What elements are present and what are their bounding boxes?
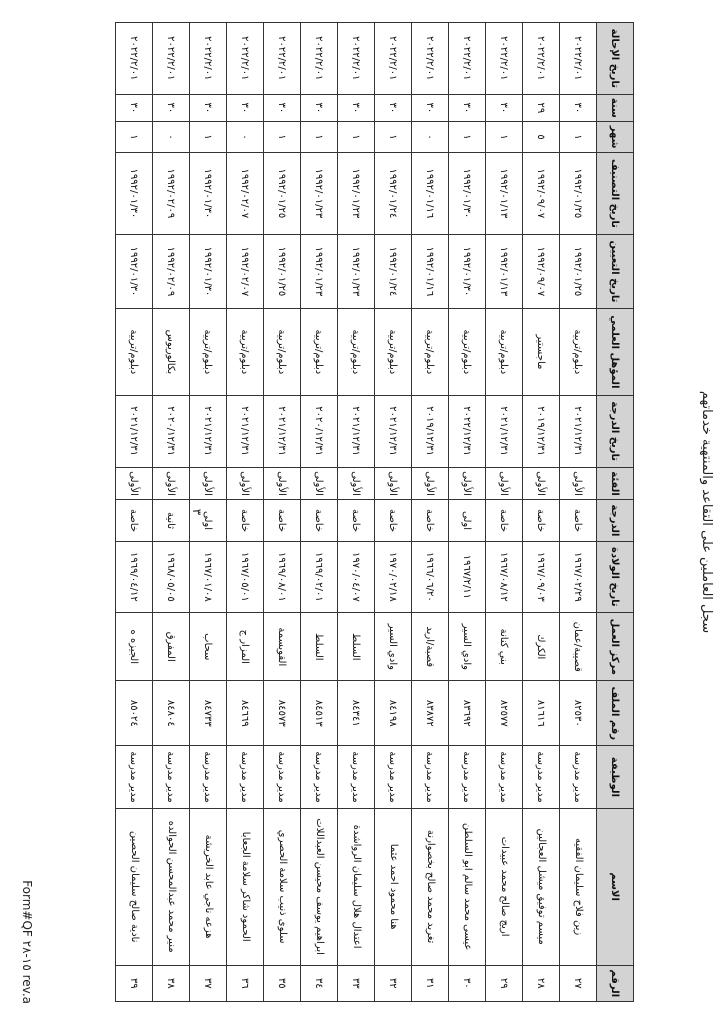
table-cell: مدير مدرسة	[523, 746, 560, 808]
table-cell: ٢٠٢٢/٢/٠١	[264, 23, 301, 95]
table-cell: ١	[190, 122, 227, 153]
table-cell: ١٩٦٩/٠٨/٠١	[264, 541, 301, 613]
table-row	[116, 23, 153, 1002]
table-cell: ٣٠	[227, 94, 264, 122]
table-cell: ٢٠٢١/١٢/٣١	[227, 395, 264, 467]
table-cell: ٢٠٢٢/٢/٠١	[227, 23, 264, 95]
table-cell: ٢٧	[560, 965, 597, 1001]
table-cell: ١	[301, 122, 338, 153]
column-header: الفئة	[597, 467, 634, 500]
table-cell: الأولى	[264, 467, 301, 500]
table-cell: اولى	[190, 500, 227, 541]
table-cell: ١٩٩٢/٠١/٣٠	[190, 152, 227, 234]
table-cell: ٣٠	[449, 965, 486, 1001]
table-cell: دبلوم/تربية	[412, 309, 449, 396]
table-row	[449, 23, 486, 1002]
table-cell: مدير مدرسة	[190, 746, 227, 808]
table-cell: ٠	[412, 122, 449, 153]
table-cell: ١٩٩٢/٠١/٢٥	[560, 234, 597, 308]
table-cell: ٢٠٢١/١٢/٣١	[116, 395, 153, 467]
table-cell: ٠	[153, 122, 190, 153]
table-cell: ٣٩	[116, 965, 153, 1001]
table-cell: ٨٣٨٧٢	[412, 681, 449, 746]
table-cell: الأولى	[301, 467, 338, 500]
table-cell: ٣٠	[301, 94, 338, 122]
table-cell: ثانية	[153, 500, 190, 541]
table-cell: بكالوريوس	[153, 309, 190, 396]
name-cell: ميسم توفيق ميشل العجالين	[523, 808, 560, 965]
table-cell: سحاب	[190, 613, 227, 681]
table-cell: ٣٠	[116, 94, 153, 122]
table-cell: ١٩٩٢/٠٢/٠٧	[227, 234, 264, 308]
table-cell: السلط	[338, 613, 375, 681]
table-cell: ٨٥٠٢٤	[116, 681, 153, 746]
table-cell: مدير مدرسة	[375, 746, 412, 808]
table-cell: ٣٠	[486, 94, 523, 122]
table-cell: مدير مدرسة	[116, 746, 153, 808]
table-cell: ٨١٦١٦	[523, 681, 560, 746]
table-cell: ٢٠١٩/١٢/٣١	[523, 395, 560, 467]
table-cell: دبلوم/تربية	[116, 309, 153, 396]
page-number: ٣	[190, 508, 204, 516]
table-cell: الأولى	[190, 467, 227, 500]
table-cell: ٨٤٨٠٤	[153, 681, 190, 746]
table-cell: دبلوم/تربية	[264, 309, 301, 396]
table-cell: خاصة	[227, 500, 264, 541]
table-cell: ٢٠٢١/١٢/٣١	[338, 395, 375, 467]
table-cell: الأولى	[338, 467, 375, 500]
table-cell: دبلوم/تربية	[190, 309, 227, 396]
table-cell: مدير مدرسة	[264, 746, 301, 808]
table-cell: ١٩٩٢/٠١/٢٥	[264, 234, 301, 308]
table-cell: ٣٠	[338, 94, 375, 122]
table-cell: دبلوم/تربية	[449, 309, 486, 396]
table-cell: ٨٤٦٦٩	[227, 681, 264, 746]
table-cell: ٣٠	[375, 94, 412, 122]
table-cell: ٣٣	[338, 965, 375, 1001]
table-cell: ١	[116, 122, 153, 153]
table-cell: ٢٩	[523, 94, 560, 122]
table-cell: ١٩٩٢/٠١/٢٣	[338, 152, 375, 234]
table-cell: ٠	[227, 122, 264, 153]
table-cell: مدير مدرسة	[449, 746, 486, 808]
table-cell: ١٩٩٢/٠١/١٦	[412, 152, 449, 234]
table-cell: ١٩٦٧/٠٩/٠٣	[523, 541, 560, 613]
column-header: الرقم	[597, 965, 634, 1001]
table-cell: ١٩٦٧/٢/١١	[449, 541, 486, 613]
table-cell: وادي السير	[449, 613, 486, 681]
table-cell: قصبة/اربد	[412, 613, 449, 681]
table-cell: ١٩٩٢/٠١/٢٤	[375, 234, 412, 308]
table-cell: الأولى	[227, 467, 264, 500]
table-cell: ٢٩	[486, 965, 523, 1001]
table-row	[153, 23, 190, 1002]
table-cell: ١٩٦٦/٠٦/٢٠	[412, 541, 449, 613]
table-cell: ٢٠٢٢/٢/٠١	[190, 23, 227, 95]
table-cell: ٨٣٦٩٢	[449, 681, 486, 746]
table-cell: ١٩٩٢/٠١/٣٠	[190, 234, 227, 308]
table-cell: ١٩٩٢/٠٩/٠٧	[523, 234, 560, 308]
table-cell: قصيبة/عمان	[560, 613, 597, 681]
table-cell: ٣٦	[227, 965, 264, 1001]
column-header: تاريخ التعيين	[597, 234, 634, 308]
table-row	[264, 23, 301, 1002]
table-cell: مدير مدرسة	[338, 746, 375, 808]
column-header: تاريخ الإحالة	[597, 23, 634, 95]
table-cell: ٢٠٢١/١٢/٣١	[486, 395, 523, 467]
table-cell: الجيزه ه	[116, 613, 153, 681]
table-cell: ٢٠٢٢/٢/٠١	[375, 23, 412, 95]
name-cell: الحمود شاكر سلامة الجعابا	[227, 808, 264, 965]
table-cell: ٢٨	[523, 965, 560, 1001]
table-cell: ١	[375, 122, 412, 153]
table-cell: ٢٠٢٢/٢/٠١	[153, 23, 190, 95]
column-header: المؤهل العلمي	[597, 309, 634, 396]
table-cell: ١٩٩٢/٠١/١٦	[412, 234, 449, 308]
table-cell: ١٩٦٩/٠٢/٠١	[301, 541, 338, 613]
table-cell: ١٩٩٢/٠١/١٣	[486, 152, 523, 234]
name-cell: اريج صالح محمد عبيدات	[486, 808, 523, 965]
table-cell: ١	[264, 122, 301, 153]
column-header: شهر	[597, 122, 634, 153]
name-cell: زين فلاح سليمان الفقيه	[560, 808, 597, 965]
table-cell: ١٩٩٢/٠٩/٠٧	[523, 152, 560, 234]
table-cell: مدير مدرسة	[560, 746, 597, 808]
table-cell: خاصة	[264, 500, 301, 541]
table-cell: ١٩٦٧/٠١/٠٨	[190, 541, 227, 613]
table-cell: ١٩٩٢/٠٢/٠٩	[153, 234, 190, 308]
document-title: سجل العاملين على التقاعد والمنتهية خدماتهم	[699, 390, 714, 634]
table-cell: ٣٥	[264, 965, 301, 1001]
table-row	[486, 23, 523, 1002]
table-cell: دبلوم/تربية	[375, 309, 412, 396]
table-cell: ٢٠٢٢/٢/٠١	[338, 23, 375, 95]
table-cell: ١٩٩٢/٠١/٢٥	[264, 152, 301, 234]
table-cell: ٨٤٧٣٣	[190, 681, 227, 746]
table-cell: ١٩٩٢/٠٢/٠٩	[153, 152, 190, 234]
table-cell: ١٩٩٢/٠١/٢٤	[375, 152, 412, 234]
table-cell: ١٩٩٢/٠١/٢٥	[560, 152, 597, 234]
table-cell: خاصة	[412, 500, 449, 541]
table-cell: ١٩٩٢/٠١/٢٣	[301, 234, 338, 308]
table-cell: ٨٤٣٤١	[338, 681, 375, 746]
table-cell: ٢٠٢١/١٢/٣١	[264, 395, 301, 467]
table-cell: المفرق	[153, 613, 190, 681]
table-cell: الأولى	[116, 467, 153, 500]
table-cell: ١٩٩٢/٠١/٢٣	[338, 234, 375, 308]
table-cell: ٢٠٢٢/٢/٠١	[523, 23, 560, 95]
table-cell: اولى	[449, 500, 486, 541]
name-cell: هزعه ناجي عابد الخريشة	[190, 808, 227, 965]
column-header: الاسم	[597, 808, 634, 965]
column-header: الوظيفة	[597, 746, 634, 808]
table-cell: القويسمة	[264, 613, 301, 681]
table-cell: خاصة	[560, 500, 597, 541]
table-cell: خاصة	[523, 500, 560, 541]
table-cell: دبلوم/تربية	[301, 309, 338, 396]
table-cell: وادي السير	[375, 613, 412, 681]
name-cell: تغريد محمد صالح بخصوارنة	[412, 808, 449, 965]
table-cell: ١٩٦٩/٠٤/١٢	[116, 541, 153, 613]
table-cell: الأولى	[523, 467, 560, 500]
table-row	[301, 23, 338, 1002]
table-cell: خاصة	[116, 500, 153, 541]
form-code: Form#QF ١٥-٢٨ rev.a	[20, 880, 34, 1004]
table-row	[560, 23, 597, 1002]
table-cell: ١٩٩٢/٠١/١٣	[486, 234, 523, 308]
table-cell: ٢٠٢٢/١٢/٣١	[449, 395, 486, 467]
table-cell: ١	[486, 122, 523, 153]
table-cell: ٣٤	[301, 965, 338, 1001]
table-cell: ٥	[523, 122, 560, 153]
table-cell: ٣٠	[449, 94, 486, 122]
table-cell: ١٩٦٧/٠٥/٠١	[227, 541, 264, 613]
table-cell: ٢٠٢٢/٢/٠١	[116, 23, 153, 95]
column-header: مركز العمل	[597, 613, 634, 681]
table-cell: خاصة	[338, 500, 375, 541]
table-cell: ١٩٩٢/٠١/٢٣	[301, 152, 338, 234]
table-row	[523, 23, 560, 1002]
table-cell: دبلوم/تربية	[560, 309, 597, 396]
column-header: تاريخ الولادة	[597, 541, 634, 613]
table-cell: ١٩٩٢/٠١/٣٠	[116, 152, 153, 234]
table-cell: ٢٠٢١/١٢/٣١	[190, 395, 227, 467]
table-header-row	[597, 23, 634, 1002]
table-cell: ٣٢	[375, 965, 412, 1001]
table-cell: دبلوم/تربية	[486, 309, 523, 396]
table-cell: ١٩٦٧/٠٨/١٢	[486, 541, 523, 613]
table-cell: ٨٢٥٣٠	[560, 681, 597, 746]
column-header: رقم الملف	[597, 681, 634, 746]
name-cell: هنا محمود احمد عثما	[375, 808, 412, 965]
name-cell: سلوى ذنيب سلامة الحصري	[264, 808, 301, 965]
column-header: الدرجة	[597, 500, 634, 541]
table-cell: ٣٠	[560, 94, 597, 122]
table-row	[375, 23, 412, 1002]
table-cell: السلط	[301, 613, 338, 681]
table-row	[338, 23, 375, 1002]
table-cell: ٣٧	[190, 965, 227, 1001]
table-cell: ٣٨	[153, 965, 190, 1001]
table-cell: خاصة	[301, 500, 338, 541]
table-body	[116, 23, 597, 1002]
column-header: سنة	[597, 94, 634, 122]
table-cell: ٣٠	[412, 94, 449, 122]
table-cell: ٢٠٢٠/١٢/٣١	[301, 395, 338, 467]
table-cell: ٢٠٢٠/١٢/٣١	[153, 395, 190, 467]
table-cell: ١٩٩٢/٠١/٣٠	[449, 234, 486, 308]
column-header: تاريخ التصنيف	[597, 152, 634, 234]
table-cell: بني كنانة	[486, 613, 523, 681]
table-cell: ٢٠٢٢/٢/٠١	[560, 23, 597, 95]
table-cell: ٨٢٥٧٧	[486, 681, 523, 746]
table-cell: ١٩٩٢/٠٢/٠٧	[227, 152, 264, 234]
table-cell: ١٩٩٢/٠١/٣٠	[449, 152, 486, 234]
table-cell: الأولى	[560, 467, 597, 500]
name-cell: نادية صالح سليمان الحصين	[116, 808, 153, 965]
name-cell: عيسى محمد سالم ابو السلطن	[449, 808, 486, 965]
table-cell: الأولى	[412, 467, 449, 500]
table-cell: خاصة	[375, 500, 412, 541]
table-cell: ٨٤٥٧٣	[264, 681, 301, 746]
table-cell: دبلوم/تربية	[338, 309, 375, 396]
table-cell: ٣١	[412, 965, 449, 1001]
name-cell: ابراهيم يوسف محيسن العبداللات	[301, 808, 338, 965]
table-cell: مدير مدرسة	[227, 746, 264, 808]
table-cell: دبلوم/تربية	[227, 309, 264, 396]
table-row	[412, 23, 449, 1002]
table-cell: ماجستير	[523, 309, 560, 396]
table-cell: الأولى	[449, 467, 486, 500]
table-cell: الكرك	[523, 613, 560, 681]
table-cell: ٢٠٢٢/٢/٠١	[486, 23, 523, 95]
table-cell: ١٩٩٢/٠١/٣٠	[116, 234, 153, 308]
table-cell: ٢٠٢٢/٢/٠١	[449, 23, 486, 95]
table-cell: ١	[338, 122, 375, 153]
table-cell: مدير مدرسة	[412, 746, 449, 808]
table-row	[227, 23, 264, 1002]
table-cell: ١٩٦٨/٠٥/٠٥	[153, 541, 190, 613]
table-cell: ٣٠	[153, 94, 190, 122]
table-cell: ٢٠٢٢/٢/٠١	[301, 23, 338, 95]
table-cell: الأولى	[486, 467, 523, 500]
table-cell: ٨٤١٩٨	[375, 681, 412, 746]
table-cell: ١٩٧٠/٠٤/٠٧	[338, 541, 375, 613]
table-cell: ٨٤٥١٣	[301, 681, 338, 746]
table-cell: ٢٠٢١/١٢/٣١	[375, 395, 412, 467]
table-cell: ١	[560, 122, 597, 153]
table-cell: ٣٠	[264, 94, 301, 122]
table-cell: الأولى	[153, 467, 190, 500]
table-cell: ٢٠٢١/١٢/٣١	[560, 395, 597, 467]
table-cell: مدير مدرسة	[486, 746, 523, 808]
name-cell: منير محمد عبدالمحسن الحوالده	[153, 808, 190, 965]
column-header: تاريخ الدرجة	[597, 395, 634, 467]
table-cell: مدير مدرسة	[301, 746, 338, 808]
table-cell: المزار ج	[227, 613, 264, 681]
table-cell: ١٩٧٠/٠٢/١٨	[375, 541, 412, 613]
table-cell: ١	[449, 122, 486, 153]
name-cell: اعتدال هلال سليمان الرواشدة	[338, 808, 375, 965]
table-cell: خاصة	[486, 500, 523, 541]
table-cell: ٣٠	[190, 94, 227, 122]
table-cell: ٢٠١٩/١٢/٣١	[412, 395, 449, 467]
table-cell: ١٩٦٧/٠٢/٢٩	[560, 541, 597, 613]
table-cell: الأولى	[375, 467, 412, 500]
table-cell: مدير مدرسة	[153, 746, 190, 808]
table-cell: ٢٠٢٢/٢/٠١	[412, 23, 449, 95]
